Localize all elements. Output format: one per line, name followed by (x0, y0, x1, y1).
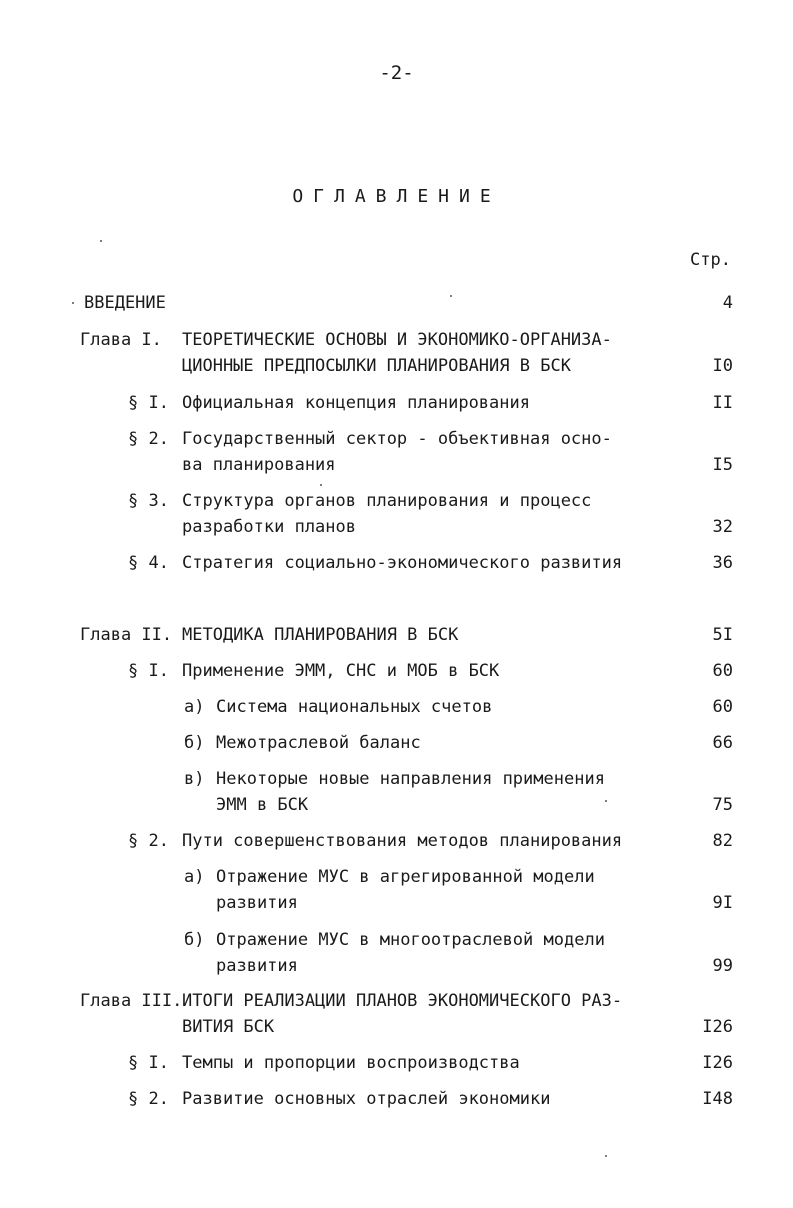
toc-entry-text: Отражение МУС в агрегированной модели (216, 867, 595, 887)
toc-entry-text: Некоторые новые направления применения (216, 769, 605, 789)
toc-entry-text: Темпы и пропорции воспроизводства (182, 1053, 520, 1073)
toc-entry-page: 36 (712, 553, 733, 573)
toc-entry-text: Система национальных счетов (216, 697, 493, 717)
toc-entry-page: 66 (712, 733, 733, 753)
toc-entry-text: разработки планов (182, 517, 356, 537)
scan-speck (320, 484, 322, 486)
section-label: § 2. (128, 831, 169, 851)
chapter-label: Глава III. (80, 991, 183, 1011)
toc-entry-text: ЭММ в БСК (216, 795, 309, 815)
section-label: § I. (128, 661, 169, 681)
section-label: § I. (128, 393, 169, 413)
toc-entry-text: Развитие основных отраслей экономики (182, 1089, 551, 1109)
toc-entry-page: I0 (712, 356, 733, 376)
scan-speck (72, 302, 74, 304)
toc-entry-page: I26 (702, 1053, 733, 1073)
toc-entry-text: развития (216, 893, 298, 913)
toc-entry-page: I26 (702, 1017, 733, 1037)
toc-entry-text: Стратегия социально-экономического развития (182, 553, 623, 573)
section-label: § 2. (128, 1089, 169, 1109)
toc-entry-page: 60 (712, 697, 733, 717)
toc-title: ОГЛАВЛЕНИЕ (292, 186, 501, 207)
toc-entry-page: 5I (712, 625, 733, 645)
section-label: § I. (128, 1053, 169, 1073)
scan-speck (100, 240, 102, 242)
section-label: § 4. (128, 553, 169, 573)
scan-speck (450, 295, 452, 297)
toc-entry-text: Отражение МУС в многоотраслевой модели (216, 930, 605, 950)
toc-entry-page: 99 (712, 956, 733, 976)
toc-entry-text: Межотраслевой баланс (216, 733, 421, 753)
toc-entry-text: ВИТИЯ БСК (182, 1017, 275, 1037)
toc-entry-text: Пути совершенствования методов планирования (182, 831, 623, 851)
toc-entry-page: 60 (712, 661, 733, 681)
toc-entry-text: МЕТОДИКА ПЛАНИРОВАНИЯ В БСК (182, 625, 459, 645)
toc-entry-text: ВВЕДЕНИЕ (84, 293, 166, 313)
page-number: -2- (379, 62, 414, 84)
toc-entry-page: II (712, 393, 733, 413)
toc-entry-text: развития (216, 956, 298, 976)
toc-entry-page: 4 (722, 293, 733, 313)
chapter-label: Глава I. (80, 330, 162, 350)
scan-speck (605, 1155, 607, 1157)
toc-entry-page: I5 (712, 455, 733, 475)
toc-entry-page: 9I (712, 893, 733, 913)
toc-entry-text: Государственный сектор - объективная осно- (182, 429, 612, 449)
toc-entry-text: Официальная концепция планирования (182, 393, 530, 413)
subsection-label: а) (184, 867, 205, 887)
subsection-label: в) (184, 769, 205, 789)
section-label: § 3. (128, 491, 169, 511)
section-label: § 2. (128, 429, 169, 449)
toc-entry-text: Структура органов планирования и процесс (182, 491, 592, 511)
toc-entry-text: ИТОГИ РЕАЛИЗАЦИИ ПЛАНОВ ЭКОНОМИЧЕСКОГО РАЗ- (182, 991, 623, 1011)
subsection-label: б) (184, 930, 205, 950)
toc-entry-page: 82 (712, 831, 733, 851)
chapter-label: Глава II. (80, 625, 173, 645)
subsection-label: а) (184, 697, 205, 717)
scan-speck (605, 800, 607, 802)
toc-entry-page: 32 (712, 517, 733, 537)
page-column-label: Стр. (690, 250, 731, 270)
subsection-label: б) (184, 733, 205, 753)
toc-entry-text: ТЕОРЕТИЧЕСКИЕ ОСНОВЫ И ЭКОНОМИКО-ОРГАНИЗА- (182, 330, 612, 350)
toc-entry-text: Применение ЭММ, СНС и МОБ в БСК (182, 661, 500, 681)
toc-entry-page: I48 (702, 1089, 733, 1109)
toc-entry-page: 75 (712, 795, 733, 815)
toc-entry-text: ва планирования (182, 455, 336, 475)
toc-entry-text: ЦИОННЫЕ ПРЕДПОСЫЛКИ ПЛАНИРОВАНИЯ В БСК (182, 356, 571, 376)
